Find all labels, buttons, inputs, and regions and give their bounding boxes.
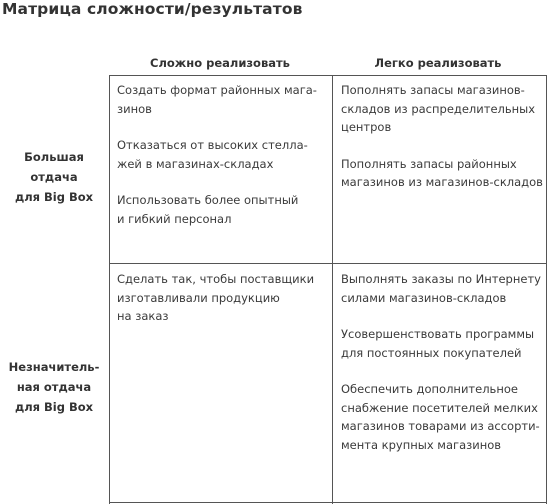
item-line: Пополнять запасы районных bbox=[341, 156, 517, 171]
item-line: Выполнять заказы по Интернету bbox=[341, 272, 541, 286]
list-item bbox=[341, 155, 546, 192]
item-line: Отказаться от высоких стелла- bbox=[117, 138, 308, 152]
item-line: магазинов товарами из ассорти- bbox=[341, 419, 540, 433]
row-label-high-return bbox=[0, 147, 108, 207]
grid-line-top bbox=[109, 75, 547, 76]
cell-low-hard bbox=[117, 270, 327, 344]
list-item bbox=[341, 270, 546, 307]
item-line: Обеспечить дополнительное bbox=[341, 382, 518, 396]
row-label-line: Большая bbox=[24, 150, 84, 164]
row-label-line: отдача bbox=[30, 170, 78, 184]
row-label-low-return bbox=[0, 357, 108, 417]
item-line: центров bbox=[341, 120, 392, 134]
item-line: и гибкий персонал bbox=[117, 211, 232, 226]
row-label-line: для Big Box bbox=[14, 190, 94, 204]
item-line: магазинов из магазинов-складов bbox=[341, 175, 543, 189]
item-line: мента крупных магазинов bbox=[341, 437, 502, 452]
grid-line-bottom bbox=[109, 502, 547, 503]
item-line: для постоянных покупателей bbox=[341, 345, 522, 360]
grid-line-right bbox=[546, 75, 547, 504]
item-line: Использовать более опытный bbox=[117, 193, 299, 207]
list-item bbox=[117, 81, 327, 118]
row-label-line: для Big Box bbox=[14, 400, 94, 414]
item-line: изготавливали продукцию bbox=[117, 290, 280, 305]
item-line: Пополнять запасы магазинов- bbox=[341, 83, 525, 97]
cell-low-easy bbox=[341, 270, 546, 472]
column-header-hard: Сложно реализовать bbox=[150, 56, 290, 70]
cell-high-easy bbox=[341, 81, 546, 210]
list-item bbox=[117, 191, 327, 228]
item-line: складов из распределительных bbox=[341, 101, 536, 116]
item-line: силами магазинов-складов bbox=[341, 290, 507, 305]
item-line: Создать формат районных мага- bbox=[117, 83, 317, 97]
item-line: Усовершенствовать программы bbox=[341, 327, 535, 341]
list-item bbox=[117, 270, 327, 326]
row-label-line: Незначитель- bbox=[8, 360, 100, 374]
item-line: снабжение посетителей мелких bbox=[341, 400, 538, 415]
cell-high-hard bbox=[117, 81, 327, 246]
row-label-line: ная отдача bbox=[16, 380, 92, 394]
item-line: жей в магазинах-складах bbox=[117, 156, 274, 171]
item-line: зинов bbox=[117, 101, 152, 116]
list-item bbox=[117, 136, 327, 173]
column-header-easy: Легко реализовать bbox=[374, 56, 502, 70]
item-line: на заказ bbox=[117, 309, 169, 323]
list-item bbox=[341, 81, 546, 137]
item-line: Сделать так, чтобы поставщики bbox=[117, 272, 315, 286]
grid-line-left bbox=[109, 75, 110, 504]
page-title: Матрица сложности/результатов bbox=[2, 0, 303, 18]
list-item bbox=[341, 325, 546, 362]
list-item bbox=[341, 380, 546, 454]
grid-line-center bbox=[109, 263, 547, 264]
grid-line-middle bbox=[332, 75, 333, 504]
